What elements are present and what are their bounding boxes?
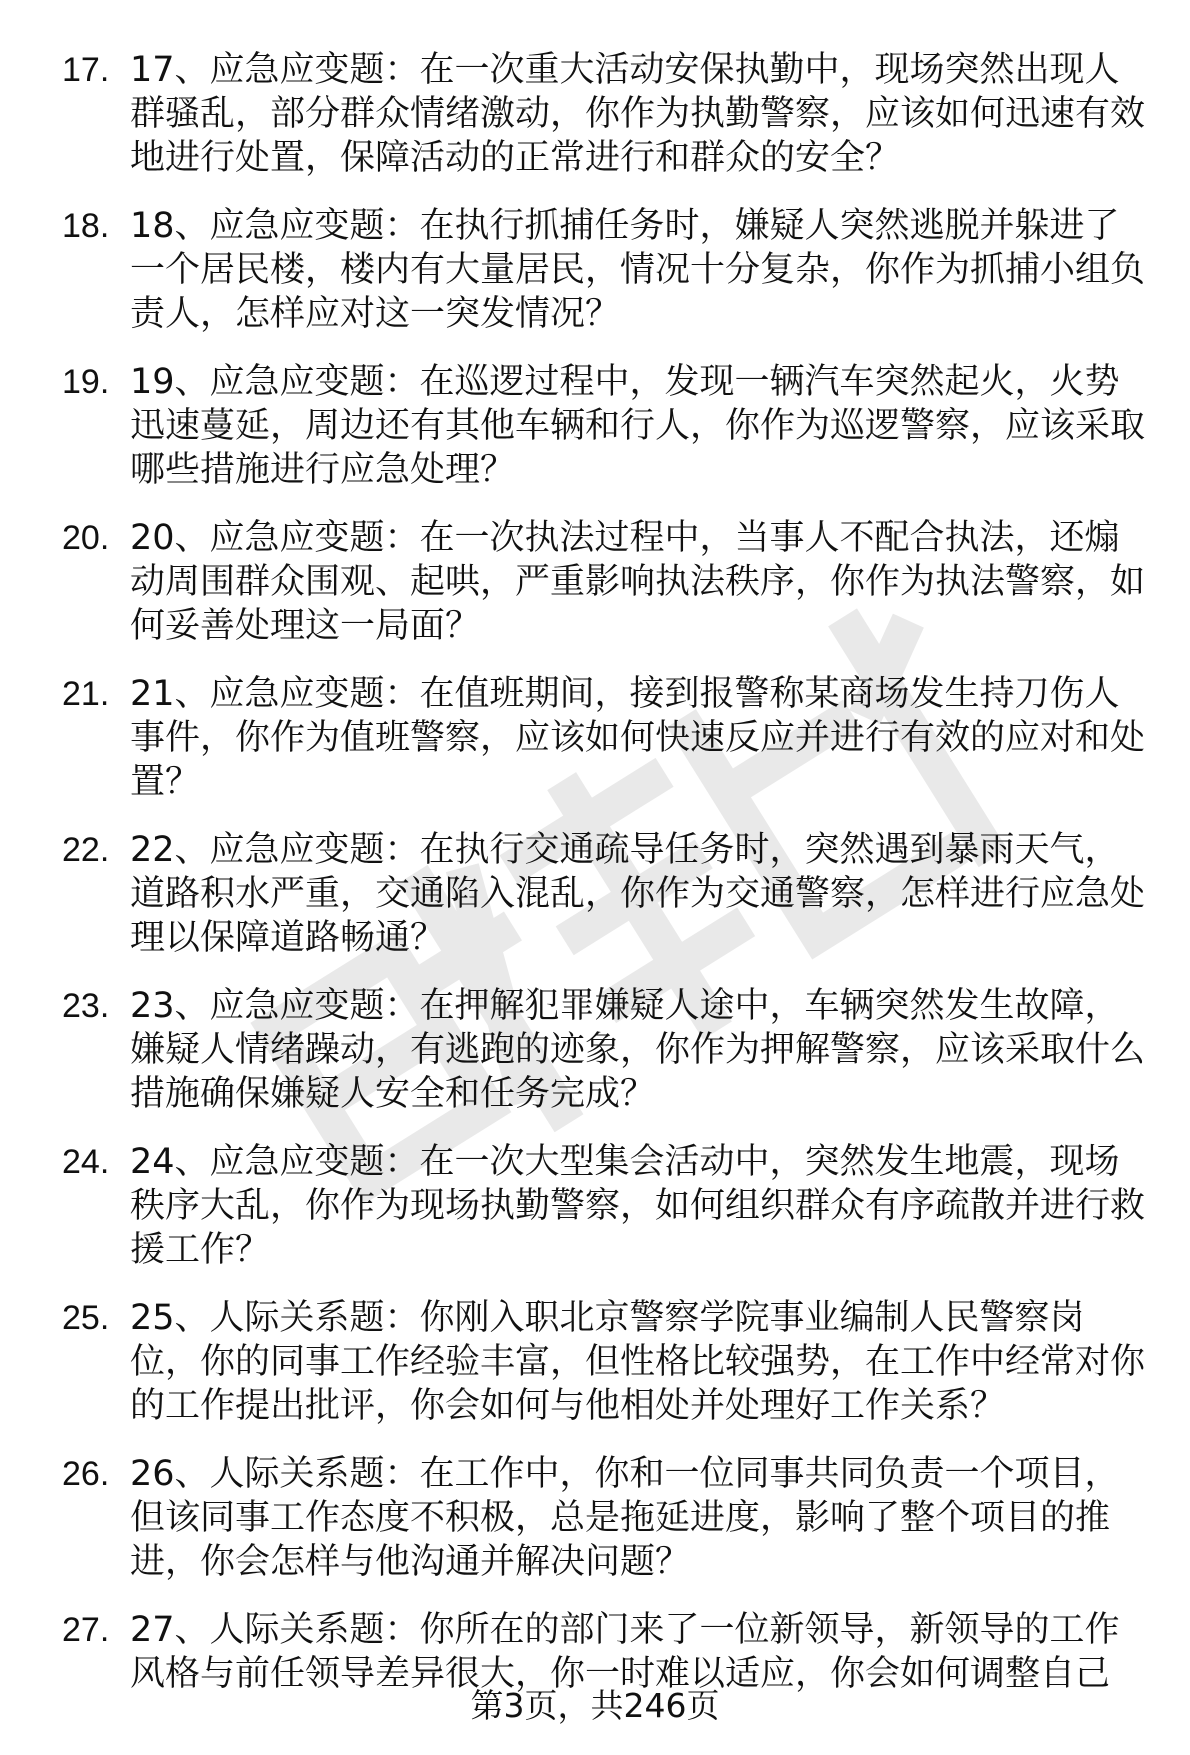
question-text: 20、应急应变题：在一次执法过程中，当事人不配合执法，还煽动周围群众围观、起哄，严重影响执法秩序，你作为执法警察，如何妥善处理这一局面？ [130, 518, 1146, 646]
question-text: 21、应急应变题：在值班期间，接到报警称某商场发生持刀伤人事件，你作为值班警察，应该如何快速反应并进行有效的应对和处置？ [130, 674, 1146, 802]
question-number: 24. [62, 1143, 110, 1181]
question-text: 22、应急应变题：在执行交通疏导任务时，突然遇到暴雨天气，道路积水严重，交通陷入混乱，你作为交通警察，怎样进行应急处理以保障道路畅通？ [130, 830, 1146, 958]
question-text: 17、应急应变题：在一次重大活动安保执勤中，现场突然出现人群骚乱，部分群众情绪激动，你作为执勤警察，应该如何迅速有效地进行处置，保障活动的正常进行和群众的安全？ [130, 50, 1146, 178]
list-item [0, 516, 1190, 648]
question-text: 19、应急应变题：在巡逻过程中，发现一辆汽车突然起火，火势迅速蔓延，周边还有其他车辆和行人，你作为巡逻警察，应该采取哪些措施进行应急处理？ [130, 362, 1146, 490]
list-item [0, 1296, 1190, 1428]
list-item [0, 1452, 1190, 1584]
question-list [0, 48, 1190, 1720]
question-number: 18. [62, 207, 110, 245]
list-item [0, 984, 1190, 1116]
question-number: 23. [62, 987, 110, 1025]
question-number: 20. [62, 519, 110, 557]
question-text: 26、人际关系题：在工作中，你和一位同事共同负责一个项目，但该同事工作态度不积极，总是拖延进度，影响了整个项目的推进，你会怎样与他沟通并解决问题？ [130, 1454, 1120, 1582]
list-item [0, 360, 1190, 492]
question-number: 26. [62, 1455, 110, 1493]
list-item [0, 1608, 1190, 1696]
list-item [0, 204, 1190, 336]
question-number: 22. [62, 831, 110, 869]
list-item [0, 1140, 1190, 1272]
list-item [0, 828, 1190, 960]
question-text: 24、应急应变题：在一次大型集会活动中，突然发生地震，现场秩序大乱，你作为现场执勤警察，如何组织群众有序疏散并进行救援工作？ [130, 1142, 1146, 1270]
question-text: 27、人际关系题：你所在的部门来了一位新领导，新领导的工作风格与前任领导差异很大，你一时难以适应，你会如何调整自己 [130, 1610, 1120, 1694]
list-item [0, 48, 1190, 180]
question-number: 27. [62, 1611, 110, 1649]
list-item [0, 672, 1190, 804]
question-number: 19. [62, 363, 110, 401]
page-footer: 第3页，共246页 [470, 1686, 720, 1725]
question-number: 17. [62, 51, 110, 89]
question-text: 23、应急应变题：在押解犯罪嫌疑人途中，车辆突然发生故障，嫌疑人情绪躁动，有逃跑的迹象，你作为押解警察，应该采取什么措施确保嫌疑人安全和任务完成？ [130, 986, 1146, 1114]
question-text: 25、人际关系题：你刚入职北京警察学院事业编制人民警察岗位，你的同事工作经验丰富，但性格比较强势，在工作中经常对你的工作提出批评，你会如何与他相处并处理好工作关系？ [130, 1298, 1146, 1426]
question-text: 18、应急应变题：在执行抓捕任务时，嫌疑人突然逃脱并躲进了一个居民楼，楼内有大量居民，情况十分复杂，你作为抓捕小组负责人，怎样应对这一突发情况？ [130, 206, 1146, 334]
question-number: 21. [62, 675, 110, 713]
question-number: 25. [62, 1299, 110, 1337]
